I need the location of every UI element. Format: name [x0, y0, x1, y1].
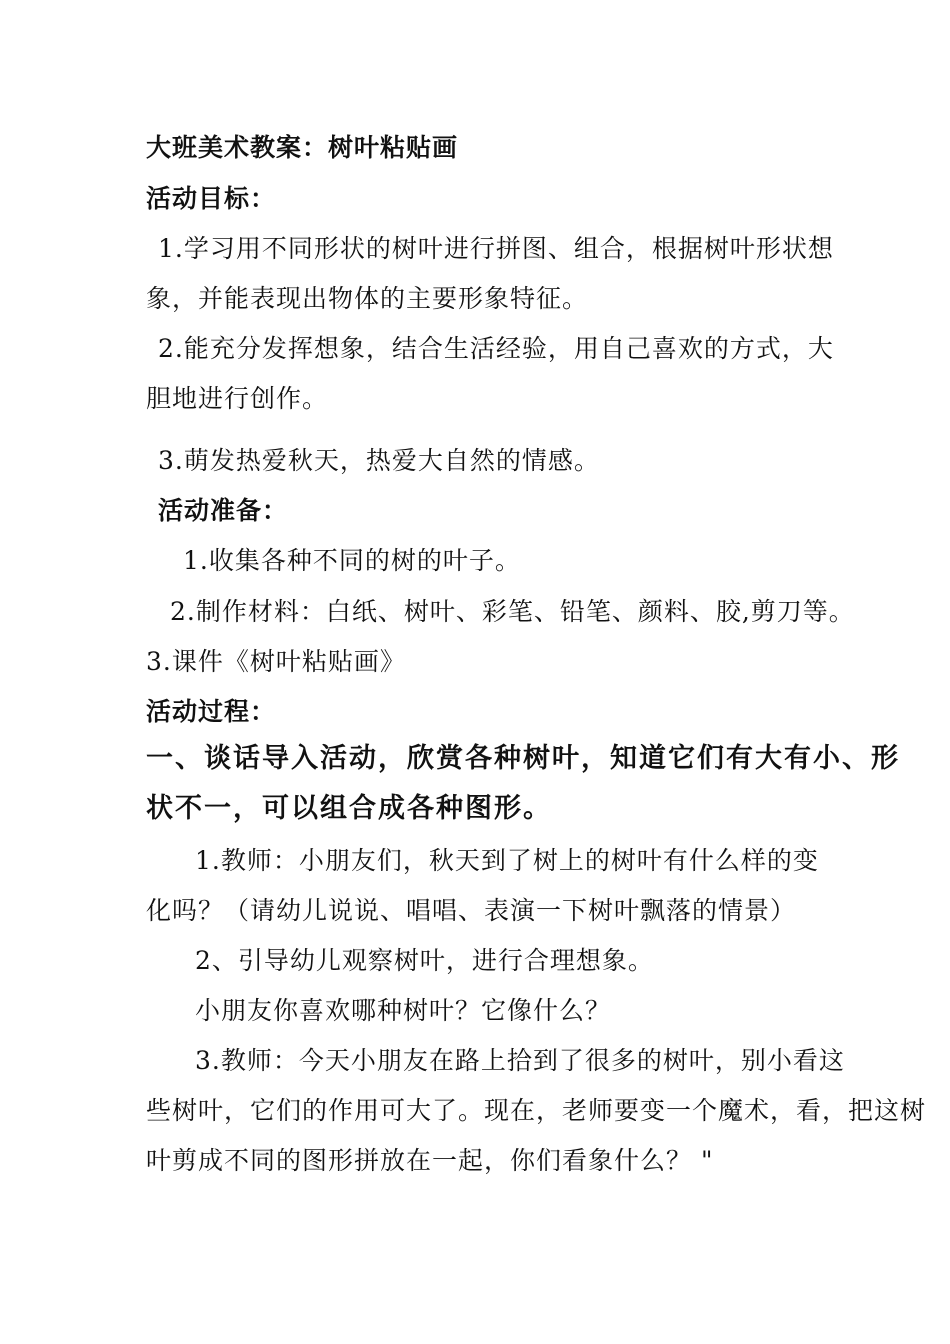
step-2: 2、引导幼儿观察树叶，进行合理想象。 [195, 946, 654, 975]
section-1-heading-line-1: 一、谈话导入活动，欣赏各种树叶，知道它们有大有小、形 [146, 743, 900, 774]
document-title: 大班美术教案：树叶粘贴画 [146, 133, 459, 162]
prep-heading: 活动准备： [158, 496, 289, 525]
goal-3: 3.萌发热爱秋天，热爱大自然的情感。 [158, 446, 600, 475]
goal-2-line-1: 2.能充分发挥想象，结合生活经验，用自己喜欢的方式，大 [158, 334, 834, 363]
step-3-line-1: 3.教师：今天小朋友在路上拾到了很多的树叶，别小看这 [195, 1046, 845, 1075]
process-heading: 活动过程： [146, 697, 277, 726]
goal-1-line-2: 象，并能表现出物体的主要形象特征。 [146, 284, 589, 313]
prep-item-1: 1.收集各种不同的树的叶子。 [183, 546, 521, 575]
goals-heading: 活动目标： [146, 184, 277, 213]
step-2-question: 小朋友你喜欢哪种树叶？它像什么？ [195, 996, 612, 1025]
prep-item-3: 3.课件《树叶粘贴画》 [146, 647, 406, 676]
step-3-line-2: 些树叶，它们的作用可大了。现在，老师要变一个魔术，看，把这树 [146, 1096, 927, 1125]
step-1-line-1: 1.教师：小朋友们，秋天到了树上的树叶有什么样的变 [195, 846, 819, 875]
section-1-heading-line-2: 状不一，可以组合成各种图形。 [146, 793, 552, 824]
step-3-line-3: 叶剪成不同的图形拼放在一起，你们看象什么？ " [146, 1146, 714, 1175]
prep-item-2: 2.制作材料：白纸、树叶、彩笔、铅笔、颜料、胶,剪刀等。 [170, 597, 855, 626]
goal-2-line-2: 胆地进行创作。 [146, 384, 329, 413]
step-1-line-2: 化吗？（请幼儿说说、唱唱、表演一下树叶飘落的情景） [146, 896, 797, 925]
goal-1-line-1: 1.学习用不同形状的树叶进行拼图、组合，根据树叶形状想 [158, 234, 834, 263]
